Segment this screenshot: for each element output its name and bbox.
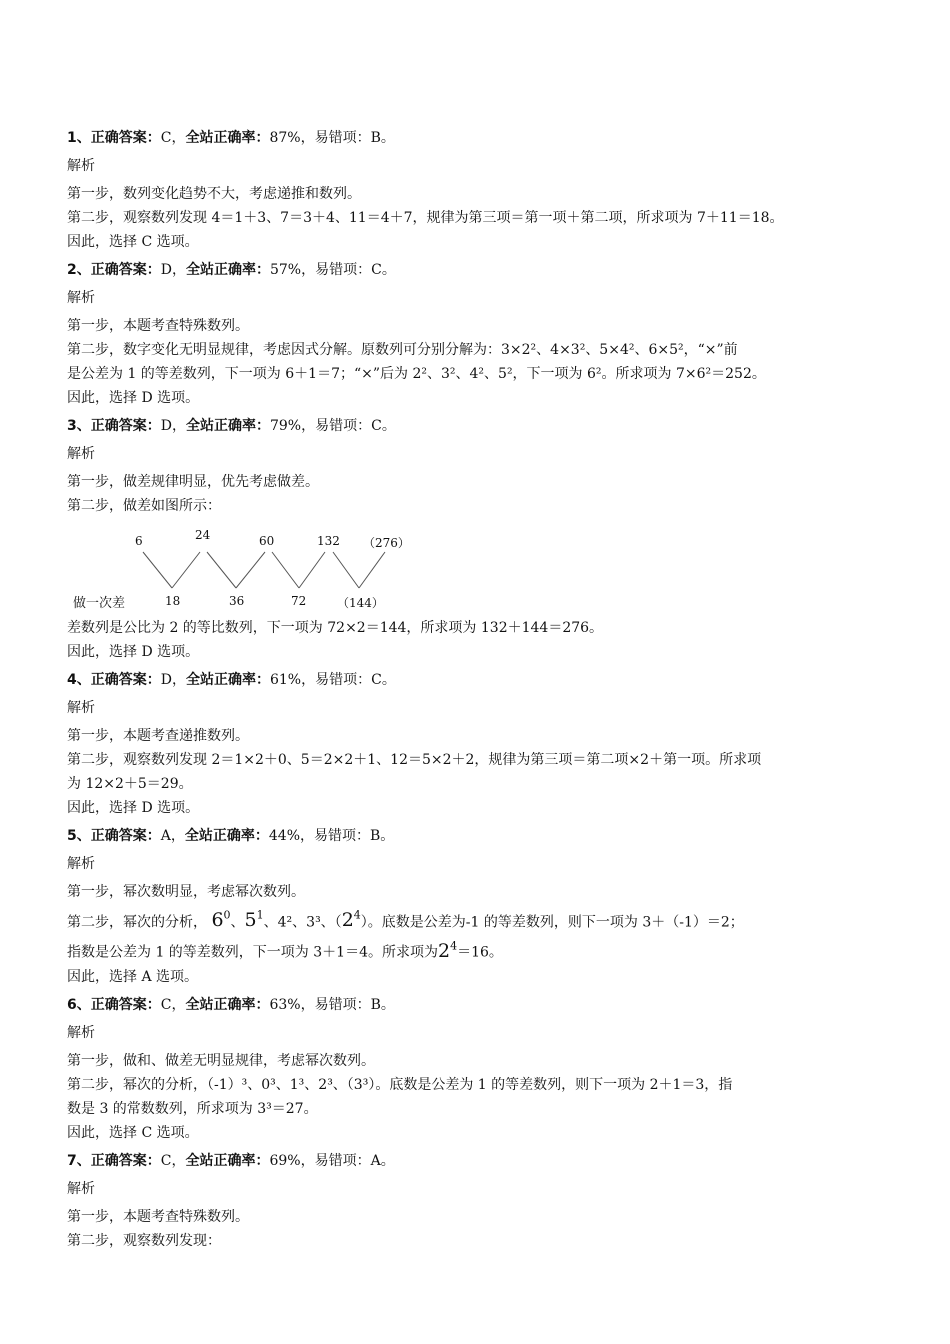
step-text: 第二步，观察数列发现： <box>67 1232 221 1249</box>
diagram-line <box>236 552 265 588</box>
step-text: 数是 3 的常数数列，所求项为 3³＝27。 <box>67 1100 318 1117</box>
top-number: 132 <box>317 534 340 548</box>
power-term: $2^4$ <box>437 939 458 962</box>
analysis-label: 解析 <box>67 290 95 306</box>
top-number: 24 <box>195 528 211 542</box>
question-1-header: 1、正确答案：C，全站正确率：87%，易错项：B。 <box>67 130 395 146</box>
step-text: 第二步，幂次的分析， $6^0$、$5^1$、4²、3³、$(2^4)$。底数是公差为-1 的等差数列，则下一项为 3＋（-1）＝2； <box>67 909 744 932</box>
step-text: 为 12×2＋5＝29。 <box>67 776 193 792</box>
step-text: 第一步，本题考查特殊数列。 <box>67 318 249 334</box>
difference-number: 18 <box>165 594 181 608</box>
difference-number: 36 <box>229 594 245 608</box>
question-2-header: 2、正确答案：D，全站正确率：57%，易错项：C。 <box>67 262 396 278</box>
analysis-label: 解析 <box>67 158 95 174</box>
conclusion-text: 因此，选择 C 选项。 <box>67 234 199 250</box>
diagram-line <box>143 552 172 588</box>
question-3-header: 3、正确答案：D，全站正确率：79%，易错项：C。 <box>67 418 396 434</box>
conclusion-text: 因此，选择 D 选项。 <box>67 644 200 660</box>
question-6-header: 6、正确答案：C，全站正确率：63%，易错项：B。 <box>67 996 395 1013</box>
step-text: 第二步，幂次的分析，（-1）³、0³、1³、2³、（3³）。底数是公差为 1 的等差数列，则下一项为 2＋1＝3，指 <box>67 1076 733 1093</box>
step-text: 是公差为 1 的等差数列，下一项为 6＋1＝7；“×”后为 2²、3²、4²、5²，下一项为 6²。所求项为 7×6²＝252。 <box>67 366 766 382</box>
top-number: 6 <box>135 534 143 548</box>
power-term: $5^1$ <box>244 909 264 932</box>
diagram-line <box>172 552 200 588</box>
step-text: 第一步，做差规律明显，优先考虑做差。 <box>67 474 319 490</box>
answer-document <box>67 122 897 1253</box>
difference-number-answer: （144） <box>337 596 384 610</box>
difference-number: 72 <box>291 594 307 608</box>
analysis-label: 解析 <box>67 1180 95 1197</box>
question-7-header: 7、正确答案：C，全站正确率：69%，易错项：A。 <box>67 1152 395 1169</box>
difference-diagram <box>67 522 427 610</box>
step-text: 差数列是公比为 2 的等比数列，下一项为 72×2＝144，所求项为 132＋144＝276。 <box>67 620 604 636</box>
step-text: 第一步，幂次数明显，考虑幂次数列。 <box>67 884 305 900</box>
question-4-header: 4、正确答案：D，全站正确率：61%，易错项：C。 <box>67 672 396 688</box>
step-text: 第一步，本题考查递推数列。 <box>67 728 249 744</box>
analysis-label: 解析 <box>67 700 95 716</box>
conclusion-text: 因此，选择 A 选项。 <box>67 968 199 985</box>
diagram-line <box>359 552 385 588</box>
top-number: 60 <box>259 534 275 548</box>
conclusion-text: 因此，选择 D 选项。 <box>67 800 200 816</box>
step-text: 第一步，做和、做差无明显规律，考虑幂次数列。 <box>67 1052 375 1069</box>
diagram-line <box>333 552 359 588</box>
diagram-line <box>272 552 299 588</box>
top-number-answer: （276） <box>363 536 410 550</box>
step-text: 第二步，做差如图所示： <box>67 498 221 514</box>
conclusion-text: 因此，选择 C 选项。 <box>67 1124 199 1141</box>
step-text: 第二步，观察数列发现 4＝1＋3、7＝3＋4、11＝4＋7，规律为第三项＝第一项＋第二项，所求项为 7＋11＝18。 <box>67 210 784 226</box>
analysis-label: 解析 <box>67 1024 95 1041</box>
diagram-line <box>207 552 236 588</box>
analysis-label: 解析 <box>67 446 95 462</box>
diagram-row-label: 做一次差 <box>73 596 126 611</box>
step-text: 指数是公差为 1 的等差数列，下一项为 3＋1＝4。所求项为$2^4=16$。 <box>67 939 503 962</box>
step-text: 第一步，本题考查特殊数列。 <box>67 1208 249 1225</box>
diagram-line <box>299 552 325 588</box>
step-text: 第一步，数列变化趋势不大，考虑递推和数列。 <box>67 186 361 202</box>
step-text: 第二步，观察数列发现 2＝1×2＋0、5＝2×2＋1、12＝5×2＋2，规律为第三项＝第二项×2＋第一项。所求项 <box>67 752 762 768</box>
question-5-header: 5、正确答案：A，全站正确率：44%，易错项：B。 <box>67 828 395 844</box>
analysis-label: 解析 <box>67 856 95 872</box>
power-term: $2^4$ <box>341 909 361 932</box>
conclusion-text: 因此，选择 D 选项。 <box>67 390 200 406</box>
power-term: $6^0$ <box>211 909 231 932</box>
step-text: 第二步，数字变化无明显规律，考虑因式分解。原数列可分别分解为：3×2²、4×3²、5×4²、6×5²，“×”前 <box>67 342 738 358</box>
